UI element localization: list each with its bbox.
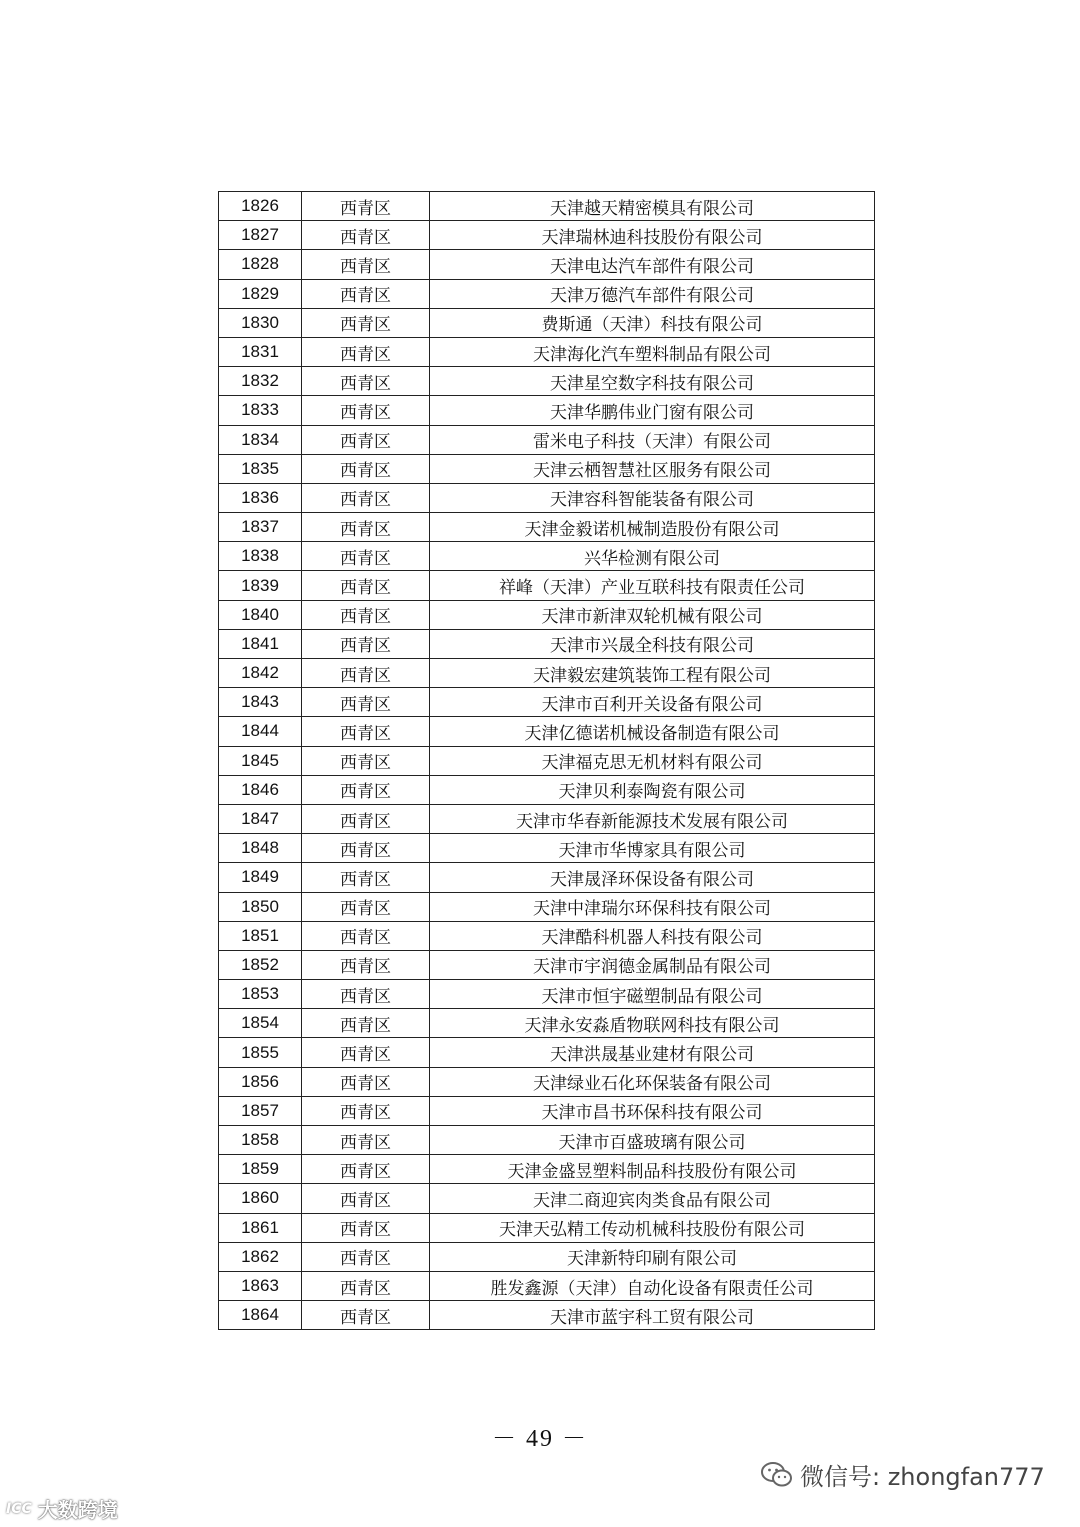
company-name-cell: 天津市华博家具有限公司 <box>430 834 875 863</box>
company-name-cell: 天津市百利开关设备有限公司 <box>430 688 875 717</box>
company-name-cell: 天津毅宏建筑装饰工程有限公司 <box>430 659 875 688</box>
row-number-cell: 1842 <box>219 659 302 688</box>
district-cell: 西青区 <box>302 746 430 775</box>
wechat-id-text: 微信号: zhongfan777 <box>800 1463 1045 1491</box>
company-name-cell: 天津贝利泰陶瓷有限公司 <box>430 775 875 804</box>
table-row <box>219 425 875 454</box>
company-name-cell: 祥峰（天津）产业互联科技有限责任公司 <box>430 571 875 600</box>
district-cell: 西青区 <box>302 1126 430 1155</box>
row-number-cell: 1848 <box>219 834 302 863</box>
row-number-cell: 1826 <box>219 192 302 221</box>
district-cell: 西青区 <box>302 367 430 396</box>
district-cell: 西青区 <box>302 834 430 863</box>
row-number-cell: 1849 <box>219 863 302 892</box>
company-name-cell: 天津晟泽环保设备有限公司 <box>430 863 875 892</box>
table-row <box>219 950 875 979</box>
company-name-cell: 兴华检测有限公司 <box>430 542 875 571</box>
district-cell: 西青区 <box>302 1155 430 1184</box>
page-number: － 49 － <box>492 1426 588 1452</box>
table-row <box>219 804 875 833</box>
table-row <box>219 221 875 250</box>
table-row <box>219 1096 875 1125</box>
company-name-cell: 天津万德汽车部件有限公司 <box>430 279 875 308</box>
row-number-cell: 1829 <box>219 279 302 308</box>
table-row <box>219 1067 875 1096</box>
company-name-cell: 天津市蓝宇科工贸有限公司 <box>430 1301 875 1330</box>
brand-text: 大数跨境 <box>37 1498 118 1522</box>
company-name-cell: 天津中津瑞尔环保科技有限公司 <box>430 892 875 921</box>
district-cell: 西青区 <box>302 950 430 979</box>
table-row <box>219 367 875 396</box>
company-name-cell: 天津洪晟基业建材有限公司 <box>430 1038 875 1067</box>
table-row <box>219 659 875 688</box>
row-number-cell: 1846 <box>219 775 302 804</box>
table-row <box>219 1155 875 1184</box>
district-cell: 西青区 <box>302 1242 430 1271</box>
company-table-body <box>219 192 875 1330</box>
row-number-cell: 1839 <box>219 571 302 600</box>
row-number-cell: 1845 <box>219 746 302 775</box>
table-row <box>219 688 875 717</box>
district-cell: 西青区 <box>302 775 430 804</box>
table-row <box>219 717 875 746</box>
company-name-cell: 雷米电子科技（天津）有限公司 <box>430 425 875 454</box>
row-number-cell: 1827 <box>219 221 302 250</box>
table-row <box>219 192 875 221</box>
row-number-cell: 1838 <box>219 542 302 571</box>
table-row <box>219 308 875 337</box>
row-number-cell: 1830 <box>219 308 302 337</box>
district-cell: 西青区 <box>302 1096 430 1125</box>
company-name-cell: 天津绿业石化环保装备有限公司 <box>430 1067 875 1096</box>
company-name-cell: 天津金毅诺机械制造股份有限公司 <box>430 513 875 542</box>
district-cell: 西青区 <box>302 1301 430 1330</box>
company-name-cell: 天津市昌书环保科技有限公司 <box>430 1096 875 1125</box>
row-number-cell: 1841 <box>219 629 302 658</box>
wechat-watermark <box>760 1457 1045 1492</box>
district-cell: 西青区 <box>302 542 430 571</box>
table-row <box>219 1038 875 1067</box>
district-cell: 西青区 <box>302 513 430 542</box>
row-number-cell: 1831 <box>219 337 302 366</box>
company-name-cell: 天津越天精密模具有限公司 <box>430 192 875 221</box>
district-cell: 西青区 <box>302 1271 430 1300</box>
company-name-cell: 天津华鹏伟业门窗有限公司 <box>430 396 875 425</box>
row-number-cell: 1853 <box>219 980 302 1009</box>
district-cell: 西青区 <box>302 1009 430 1038</box>
district-cell: 西青区 <box>302 688 430 717</box>
table-row <box>219 629 875 658</box>
table-row <box>219 600 875 629</box>
district-cell: 西青区 <box>302 804 430 833</box>
company-name-cell: 天津容科智能装备有限公司 <box>430 483 875 512</box>
company-name-cell: 天津海化汽车塑料制品有限公司 <box>430 337 875 366</box>
district-cell: 西青区 <box>302 600 430 629</box>
brand-watermark <box>6 1494 118 1523</box>
row-number-cell: 1828 <box>219 250 302 279</box>
table-row <box>219 775 875 804</box>
company-name-cell: 天津市新津双轮机械有限公司 <box>430 600 875 629</box>
row-number-cell: 1844 <box>219 717 302 746</box>
district-cell: 西青区 <box>302 192 430 221</box>
table-row <box>219 746 875 775</box>
company-name-cell: 天津二商迎宾肉类食品有限公司 <box>430 1184 875 1213</box>
row-number-cell: 1854 <box>219 1009 302 1038</box>
row-number-cell: 1864 <box>219 1301 302 1330</box>
row-number-cell: 1836 <box>219 483 302 512</box>
table-row <box>219 454 875 483</box>
district-cell: 西青区 <box>302 629 430 658</box>
table-row <box>219 1126 875 1155</box>
company-name-cell: 天津市百盛玻璃有限公司 <box>430 1126 875 1155</box>
company-name-cell: 费斯通（天津）科技有限公司 <box>430 308 875 337</box>
table-row <box>219 513 875 542</box>
district-cell: 西青区 <box>302 483 430 512</box>
table-row <box>219 396 875 425</box>
district-cell: 西青区 <box>302 250 430 279</box>
table-row <box>219 1184 875 1213</box>
company-name-cell: 天津电达汽车部件有限公司 <box>430 250 875 279</box>
company-name-cell: 天津云栖智慧社区服务有限公司 <box>430 454 875 483</box>
table-row <box>219 250 875 279</box>
table-row <box>219 542 875 571</box>
company-name-cell: 天津市兴晟全科技有限公司 <box>430 629 875 658</box>
row-number-cell: 1851 <box>219 921 302 950</box>
table-row <box>219 892 875 921</box>
row-number-cell: 1834 <box>219 425 302 454</box>
company-name-cell: 天津瑞林迪科技股份有限公司 <box>430 221 875 250</box>
company-name-cell: 天津市宇润德金属制品有限公司 <box>430 950 875 979</box>
row-number-cell: 1860 <box>219 1184 302 1213</box>
table-row <box>219 1271 875 1300</box>
district-cell: 西青区 <box>302 863 430 892</box>
company-name-cell: 天津市华春新能源技术发展有限公司 <box>430 804 875 833</box>
table-row <box>219 1009 875 1038</box>
company-name-cell: 天津新特印刷有限公司 <box>430 1242 875 1271</box>
row-number-cell: 1861 <box>219 1213 302 1242</box>
district-cell: 西青区 <box>302 337 430 366</box>
company-name-cell: 天津福克思无机材料有限公司 <box>430 746 875 775</box>
row-number-cell: 1862 <box>219 1242 302 1271</box>
table-row <box>219 279 875 308</box>
row-number-cell: 1832 <box>219 367 302 396</box>
district-cell: 西青区 <box>302 980 430 1009</box>
district-cell: 西青区 <box>302 221 430 250</box>
row-number-cell: 1833 <box>219 396 302 425</box>
row-number-cell: 1863 <box>219 1271 302 1300</box>
table-row <box>219 921 875 950</box>
district-cell: 西青区 <box>302 1067 430 1096</box>
company-name-cell: 胜发鑫源（天津）自动化设备有限责任公司 <box>430 1271 875 1300</box>
row-number-cell: 1857 <box>219 1096 302 1125</box>
table-row <box>219 1213 875 1242</box>
company-name-cell: 天津酷科机器人科技有限公司 <box>430 921 875 950</box>
district-cell: 西青区 <box>302 571 430 600</box>
table-row <box>219 483 875 512</box>
company-name-cell: 天津天弘精工传动机械科技股份有限公司 <box>430 1213 875 1242</box>
district-cell: 西青区 <box>302 892 430 921</box>
table-row <box>219 863 875 892</box>
row-number-cell: 1840 <box>219 600 302 629</box>
company-name-cell: 天津亿德诺机械设备制造有限公司 <box>430 717 875 746</box>
row-number-cell: 1852 <box>219 950 302 979</box>
table-row <box>219 1301 875 1330</box>
district-cell: 西青区 <box>302 279 430 308</box>
district-cell: 西青区 <box>302 1184 430 1213</box>
company-name-cell: 天津永安淼盾物联网科技有限公司 <box>430 1009 875 1038</box>
table-row <box>219 834 875 863</box>
district-cell: 西青区 <box>302 396 430 425</box>
row-number-cell: 1847 <box>219 804 302 833</box>
district-cell: 西青区 <box>302 1213 430 1242</box>
table-row <box>219 980 875 1009</box>
row-number-cell: 1855 <box>219 1038 302 1067</box>
company-name-cell: 天津星空数字科技有限公司 <box>430 367 875 396</box>
district-cell: 西青区 <box>302 659 430 688</box>
row-number-cell: 1858 <box>219 1126 302 1155</box>
row-number-cell: 1856 <box>219 1067 302 1096</box>
district-cell: 西青区 <box>302 1038 430 1067</box>
row-number-cell: 1859 <box>219 1155 302 1184</box>
table-row <box>219 337 875 366</box>
company-table <box>218 191 875 1330</box>
district-cell: 西青区 <box>302 308 430 337</box>
row-number-cell: 1835 <box>219 454 302 483</box>
brand-logo-icon: ICC <box>6 1500 32 1517</box>
district-cell: 西青区 <box>302 717 430 746</box>
table-row <box>219 571 875 600</box>
district-cell: 西青区 <box>302 921 430 950</box>
district-cell: 西青区 <box>302 425 430 454</box>
district-cell: 西青区 <box>302 454 430 483</box>
row-number-cell: 1843 <box>219 688 302 717</box>
company-name-cell: 天津金盛昱塑料制品科技股份有限公司 <box>430 1155 875 1184</box>
row-number-cell: 1850 <box>219 892 302 921</box>
row-number-cell: 1837 <box>219 513 302 542</box>
wechat-icon <box>760 1460 794 1490</box>
table-row <box>219 1242 875 1271</box>
company-name-cell: 天津市恒宇磁塑制品有限公司 <box>430 980 875 1009</box>
